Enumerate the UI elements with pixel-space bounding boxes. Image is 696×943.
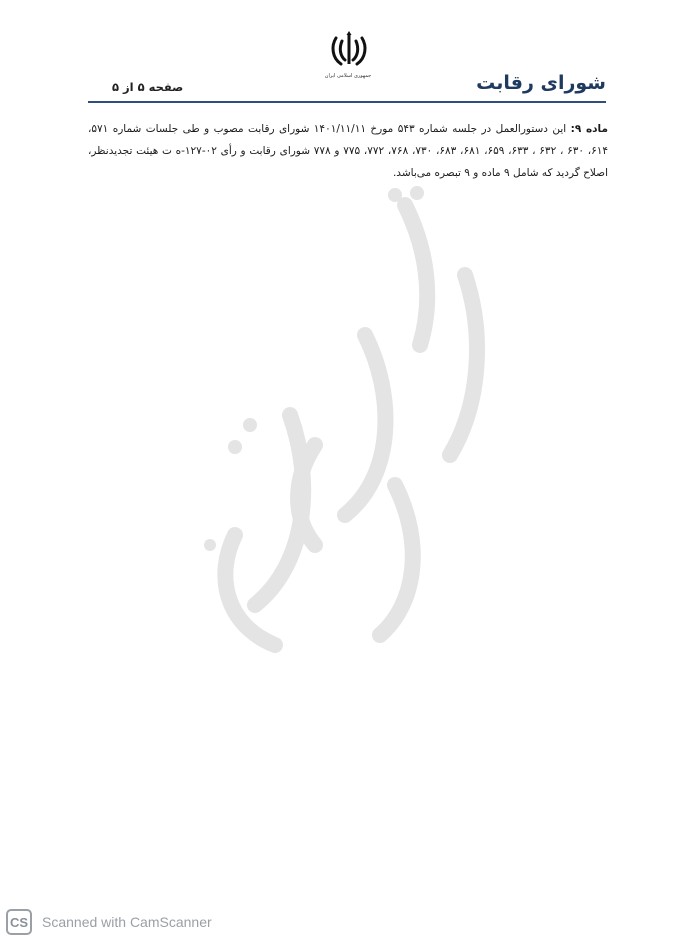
header-divider [88,101,606,103]
article-label: ماده ۹: [570,123,608,135]
organization-title: شورای رقابت [476,72,606,94]
watermark-calligraphy [195,185,495,665]
article-9-paragraph [88,118,608,184]
emblem-caption: جمهوری اسلامی ایران [324,73,372,79]
camscanner-logo: CS [6,909,32,935]
article-text: این دستورالعمل در جلسه شماره ۵۴۳ مورخ ۱۴۰۱/۱۱/۱۱ شورای رقابت مصوب و طی جلسات شماره ۵۷۱، ۶۱۴، ۶۳۰ ، ۶۳۲ ، ۶۳۳، ۶۵۹، ۶۸۱، ۶۸۳، ۷۳۰، ۷۶۸، ۷۷۲، ۷۷۵ و ۷۷۸ شورای رقابت و رأی ۰۲-۱۲۷-ه ت هیئت تجدیدنظر، اصلاح گردید که شامل ۹ ماده و ۹ تبصره می‌باشد. [88,123,609,179]
scanner-footer [6,907,266,937]
page-number: صفحه ۵ از ۵ [112,80,184,94]
iran-emblem-icon [327,28,371,72]
scanner-credit-text: Scanned with CamScanner [42,914,212,930]
